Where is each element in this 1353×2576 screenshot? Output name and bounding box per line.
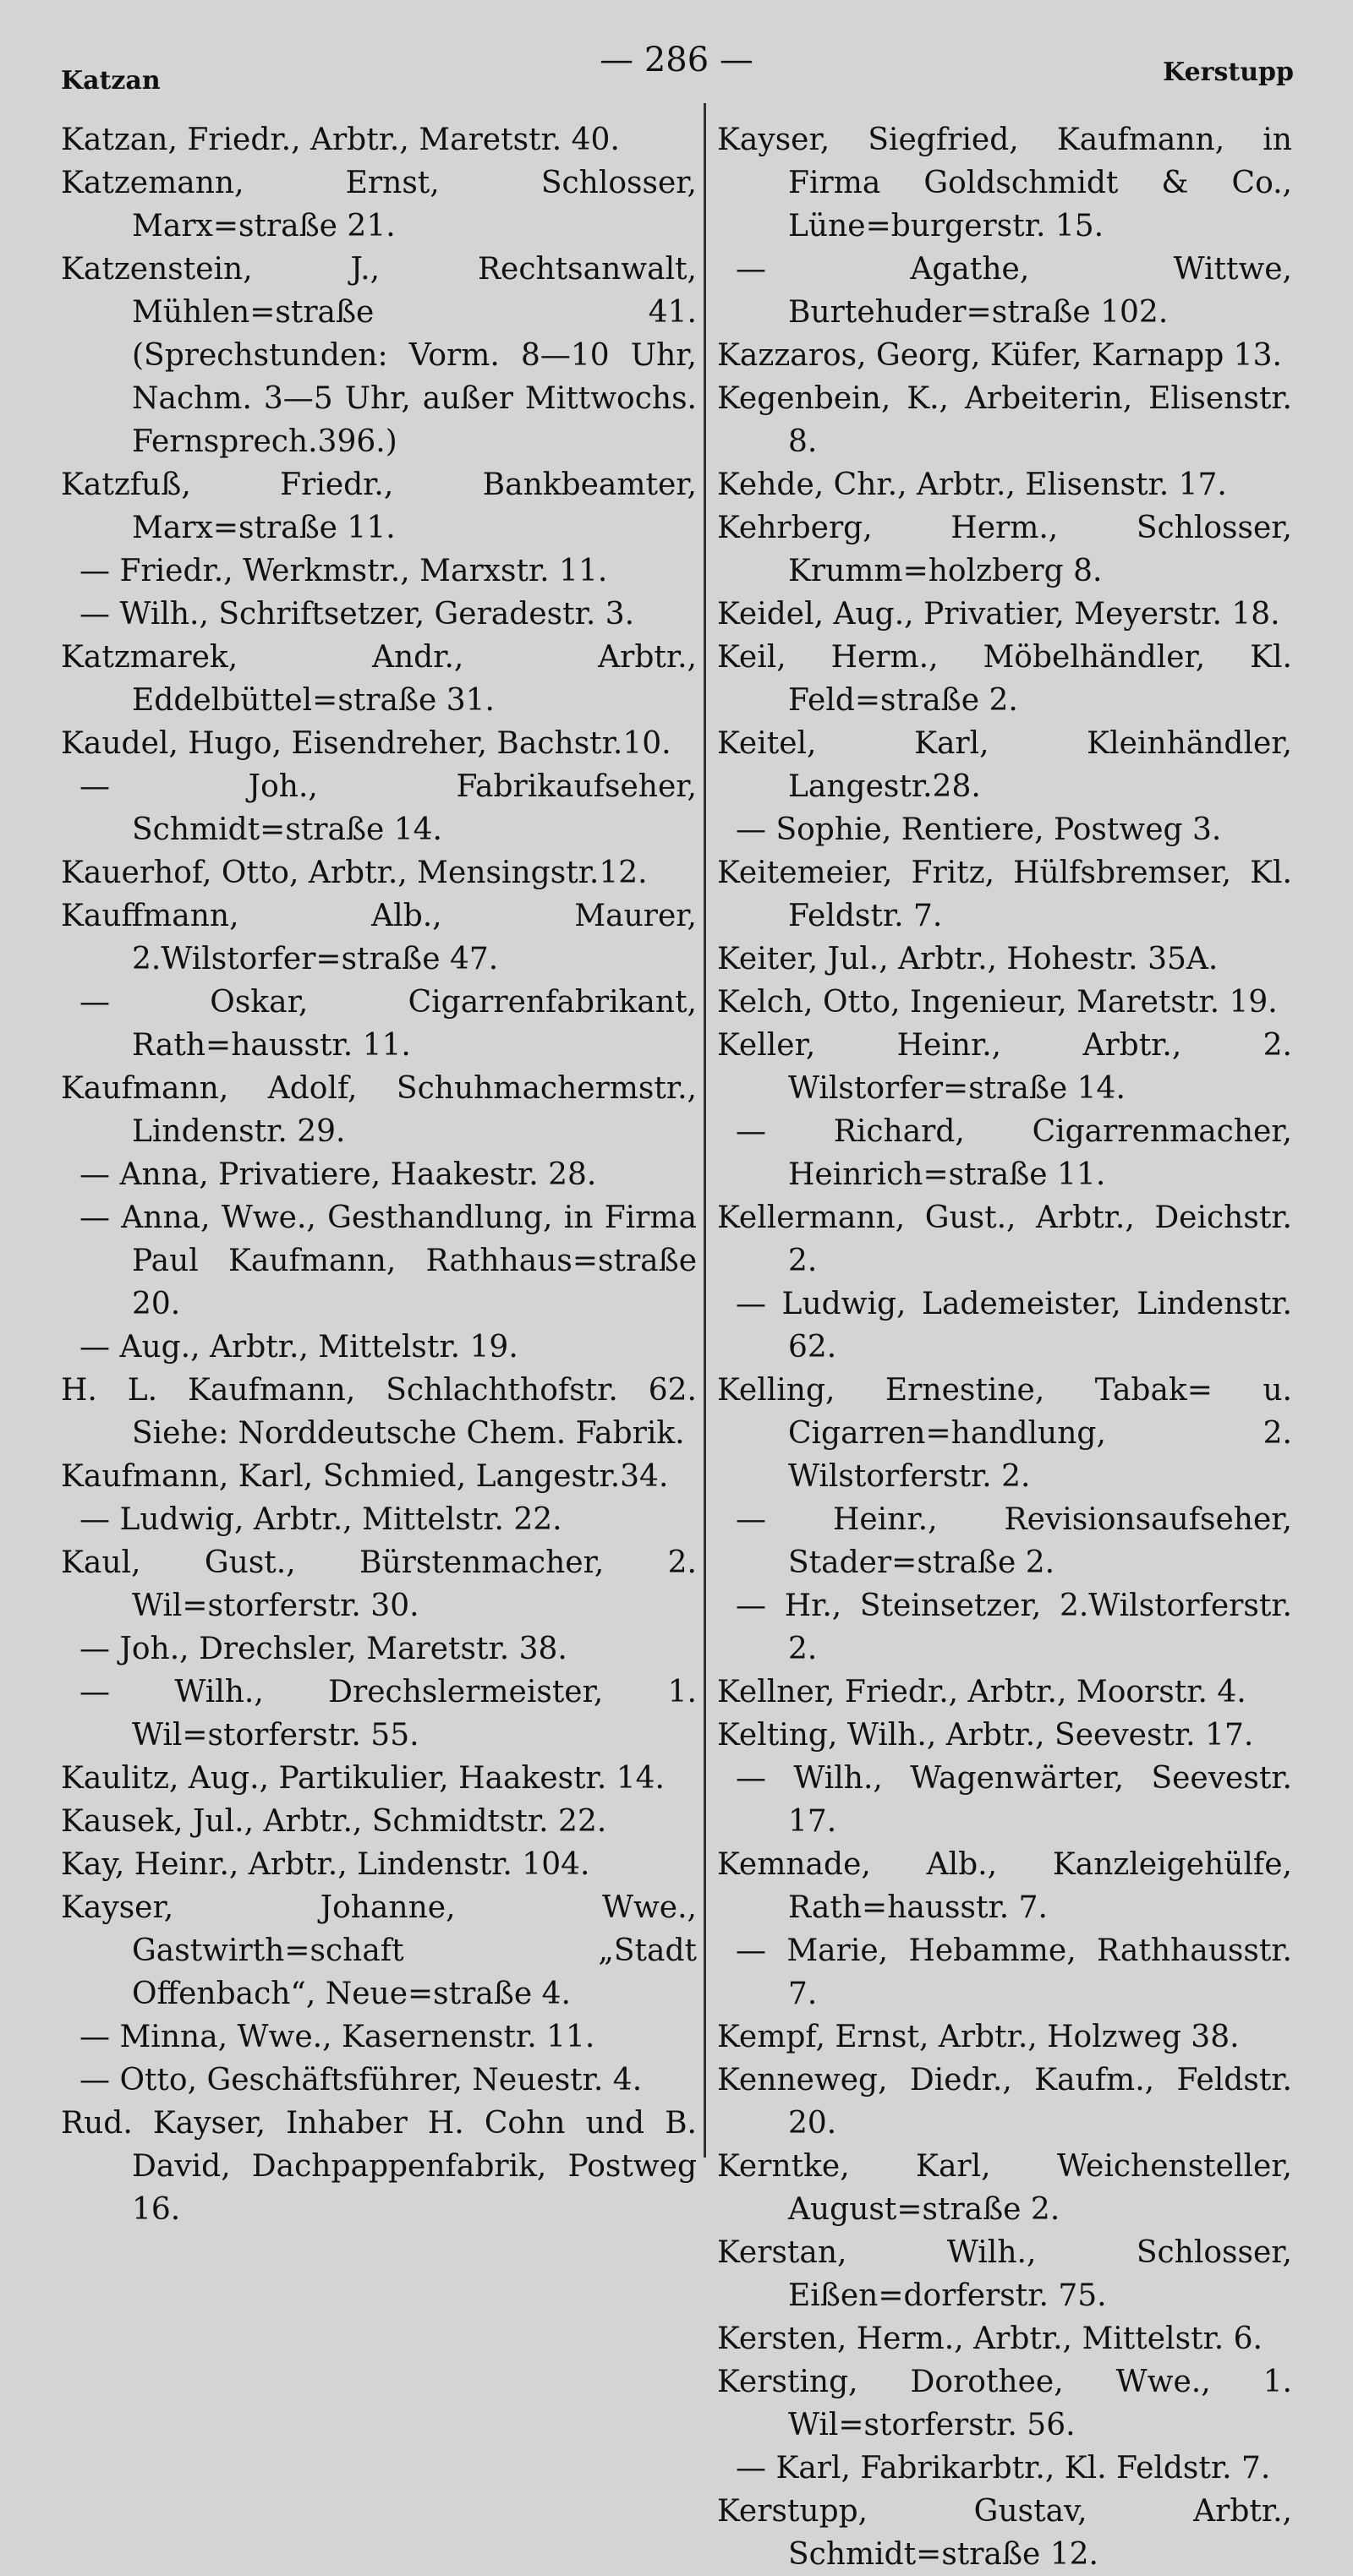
directory-entry: — Friedr., Werkmstr., Marxstr. 11. bbox=[79, 554, 608, 588]
directory-entry: Kaul, Gust., Bürstenmacher, 2. Wil=storferstr. 30. bbox=[61, 1545, 697, 1623]
right-column bbox=[717, 118, 1292, 2576]
directory-entry: — Anna, Privatiere, Haakestr. 28. bbox=[79, 1157, 597, 1192]
directory-entry: Kaufmann, Karl, Schmied, Langestr.34. bbox=[61, 1459, 669, 1494]
directory-entry: — Ludwig, Arbtr., Mittelstr. 22. bbox=[79, 1502, 562, 1537]
directory-entry: Kelling, Ernestine, Tabak= u. Cigarren=handlung, 2. Wilstorferstr. 2. bbox=[717, 1373, 1292, 1494]
directory-entry: Kaulitz, Aug., Partikulier, Haakestr. 14. bbox=[61, 1761, 665, 1796]
directory-entry: Kehrberg, Herm., Schlosser, Krumm=holzberg 8. bbox=[717, 511, 1292, 588]
column-divider bbox=[704, 103, 706, 2158]
directory-entry: — Heinr., Revisionsaufseher, Stader=straße 2. bbox=[736, 1502, 1292, 1580]
running-head-right: Kerstupp bbox=[1163, 57, 1294, 87]
directory-entry: Kelting, Wilh., Arbtr., Seevestr. 17. bbox=[717, 1718, 1254, 1753]
directory-entry: Kayser, Johanne, Wwe., Gastwirth=schaft „Stadt Offenbach“, Neue=straße 4. bbox=[61, 1890, 697, 2011]
directory-entry: Keiter, Jul., Arbtr., Hohestr. 35A. bbox=[717, 942, 1219, 976]
directory-entry: — Otto, Geschäftsführer, Neuestr. 4. bbox=[79, 2063, 643, 2097]
directory-entry: — Aug., Arbtr., Mittelstr. 19. bbox=[79, 1330, 518, 1365]
directory-entry: Kerntke, Karl, Weichensteller, August=straße 2. bbox=[717, 2149, 1292, 2227]
directory-entry: Rud. Kayser, Inhaber H. Cohn und B. David, Dachpappenfabrik, Postweg 16. bbox=[61, 2106, 697, 2227]
directory-entry: — Karl, Fabrikarbtr., Kl. Feldstr. 7. bbox=[736, 2451, 1271, 2486]
directory-entry: Kegenbein, K., Arbeiterin, Elisenstr. 8. bbox=[717, 381, 1292, 459]
directory-entry: Kaudel, Hugo, Eisendreher, Bachstr.10. bbox=[61, 726, 671, 761]
directory-entry: — Joh., Fabrikaufseher, Schmidt=straße 14. bbox=[79, 769, 697, 847]
directory-entry: Keller, Heinr., Arbtr., 2. Wilstorfer=straße 14. bbox=[717, 1028, 1292, 1106]
directory-entry: Kaufmann, Adolf, Schuhmachermstr., Lindenstr. 29. bbox=[61, 1071, 697, 1149]
directory-entry: — Richard, Cigarrenmacher, Heinrich=straße 11. bbox=[736, 1114, 1292, 1192]
directory-entry: Kellner, Friedr., Arbtr., Moorstr. 4. bbox=[717, 1675, 1246, 1709]
directory-entry: Kayser, Siegfried, Kaufmann, in Firma Goldschmidt & Co., Lüne=burgerstr. 15. bbox=[717, 123, 1292, 243]
directory-entry: — Wilh., Wagenwärter, Seevestr. 17. bbox=[736, 1761, 1292, 1839]
left-column bbox=[61, 118, 697, 2231]
directory-entry: Keil, Herm., Möbelhändler, Kl. Feld=straße 2. bbox=[717, 640, 1292, 718]
running-head-left: Katzan bbox=[61, 66, 161, 96]
directory-entry: — Wilh., Schriftsetzer, Geradestr. 3. bbox=[79, 597, 635, 632]
directory-entry: — Joh., Drechsler, Maretstr. 38. bbox=[79, 1632, 567, 1666]
directory-entry: Kazzaros, Georg, Küfer, Karnapp 13. bbox=[717, 338, 1282, 373]
directory-entry: Kerstan, Wilh., Schlosser, Eißen=dorferstr. 75. bbox=[717, 2235, 1292, 2313]
page-header bbox=[52, 36, 1301, 95]
directory-entry: Katzfuß, Friedr., Bankbeamter, Marx=straße 11. bbox=[61, 468, 697, 545]
directory-entry: Keitemeier, Fritz, Hülfsbremser, Kl. Feldstr. 7. bbox=[717, 856, 1292, 933]
directory-entry: — Wilh., Drechslermeister, 1. Wil=storferstr. 55. bbox=[79, 1675, 697, 1753]
directory-entry: Kemnade, Alb., Kanzleigehülfe, Rath=hausstr. 7. bbox=[717, 1847, 1292, 1925]
directory-entry: — Anna, Wwe., Gesthandlung, in Firma Paul Kaufmann, Rathhaus=straße 20. bbox=[79, 1200, 697, 1321]
directory-entry: Kauffmann, Alb., Maurer, 2.Wilstorfer=straße 47. bbox=[61, 899, 697, 976]
directory-entry: Kausek, Jul., Arbtr., Schmidtstr. 22. bbox=[61, 1804, 607, 1839]
directory-entry: Kerstupp, Gustav, Arbtr., Schmidt=straße 12. bbox=[717, 2494, 1292, 2572]
directory-entry: Keitel, Karl, Kleinhändler, Langestr.28. bbox=[717, 726, 1292, 804]
directory-entry: Katzmarek, Andr., Arbtr., Eddelbüttel=straße 31. bbox=[61, 640, 697, 718]
directory-entry: — Oskar, Cigarrenfabrikant, Rath=hausstr. 11. bbox=[79, 985, 697, 1063]
directory-entry: Kenneweg, Diedr., Kaufm., Feldstr. 20. bbox=[717, 2063, 1292, 2141]
directory-entry: Kehde, Chr., Arbtr., Elisenstr. 17. bbox=[717, 468, 1227, 502]
directory-entry: — Agathe, Wittwe, Burtehuder=straße 102. bbox=[736, 252, 1292, 330]
directory-entry: Kay, Heinr., Arbtr., Lindenstr. 104. bbox=[61, 1847, 590, 1882]
directory-entry: Kauerhof, Otto, Arbtr., Mensingstr.12. bbox=[61, 856, 648, 890]
directory-entry: — Sophie, Rentiere, Postweg 3. bbox=[736, 812, 1222, 847]
directory-entry: Kelch, Otto, Ingenieur, Maretstr. 19. bbox=[717, 985, 1278, 1020]
directory-entry: Kempf, Ernst, Arbtr., Holzweg 38. bbox=[717, 2020, 1240, 2054]
directory-entry: Kellermann, Gust., Arbtr., Deichstr. 2. bbox=[717, 1200, 1292, 1278]
directory-entry: Keidel, Aug., Privatier, Meyerstr. 18. bbox=[717, 597, 1280, 632]
directory-entry: Kersting, Dorothee, Wwe., 1. Wil=storferstr. 56. bbox=[717, 2365, 1292, 2442]
directory-entry: — Minna, Wwe., Kasernenstr. 11. bbox=[79, 2020, 595, 2054]
directory-entry: Katzan, Friedr., Arbtr., Maretstr. 40. bbox=[61, 123, 620, 157]
directory-entry: Kersten, Herm., Arbtr., Mittelstr. 6. bbox=[717, 2322, 1263, 2356]
directory-entry: H. L. Kaufmann, Schlachthofstr. 62. Siehe: Norddeutsche Chem. Fabrik. bbox=[61, 1373, 697, 1451]
directory-entry: Katzenstein, J., Rechtsanwalt, Mühlen=straße 41. (Sprechstunden: Vorm. 8—10 Uhr, Nachm. 3—5 Uhr, außer Mittwochs. Fernsprech.396.) bbox=[61, 252, 697, 459]
directory-entry: — Marie, Hebamme, Rathhausstr. 7. bbox=[736, 1933, 1292, 2011]
page-number: — 286 — bbox=[600, 41, 753, 79]
directory-entry: Katzemann, Ernst, Schlosser, Marx=straße 21. bbox=[61, 166, 697, 243]
directory-entry: — Ludwig, Lademeister, Lindenstr. 62. bbox=[736, 1287, 1292, 1365]
directory-entry: — Hr., Steinsetzer, 2.Wilstorferstr. 2. bbox=[736, 1589, 1292, 1666]
